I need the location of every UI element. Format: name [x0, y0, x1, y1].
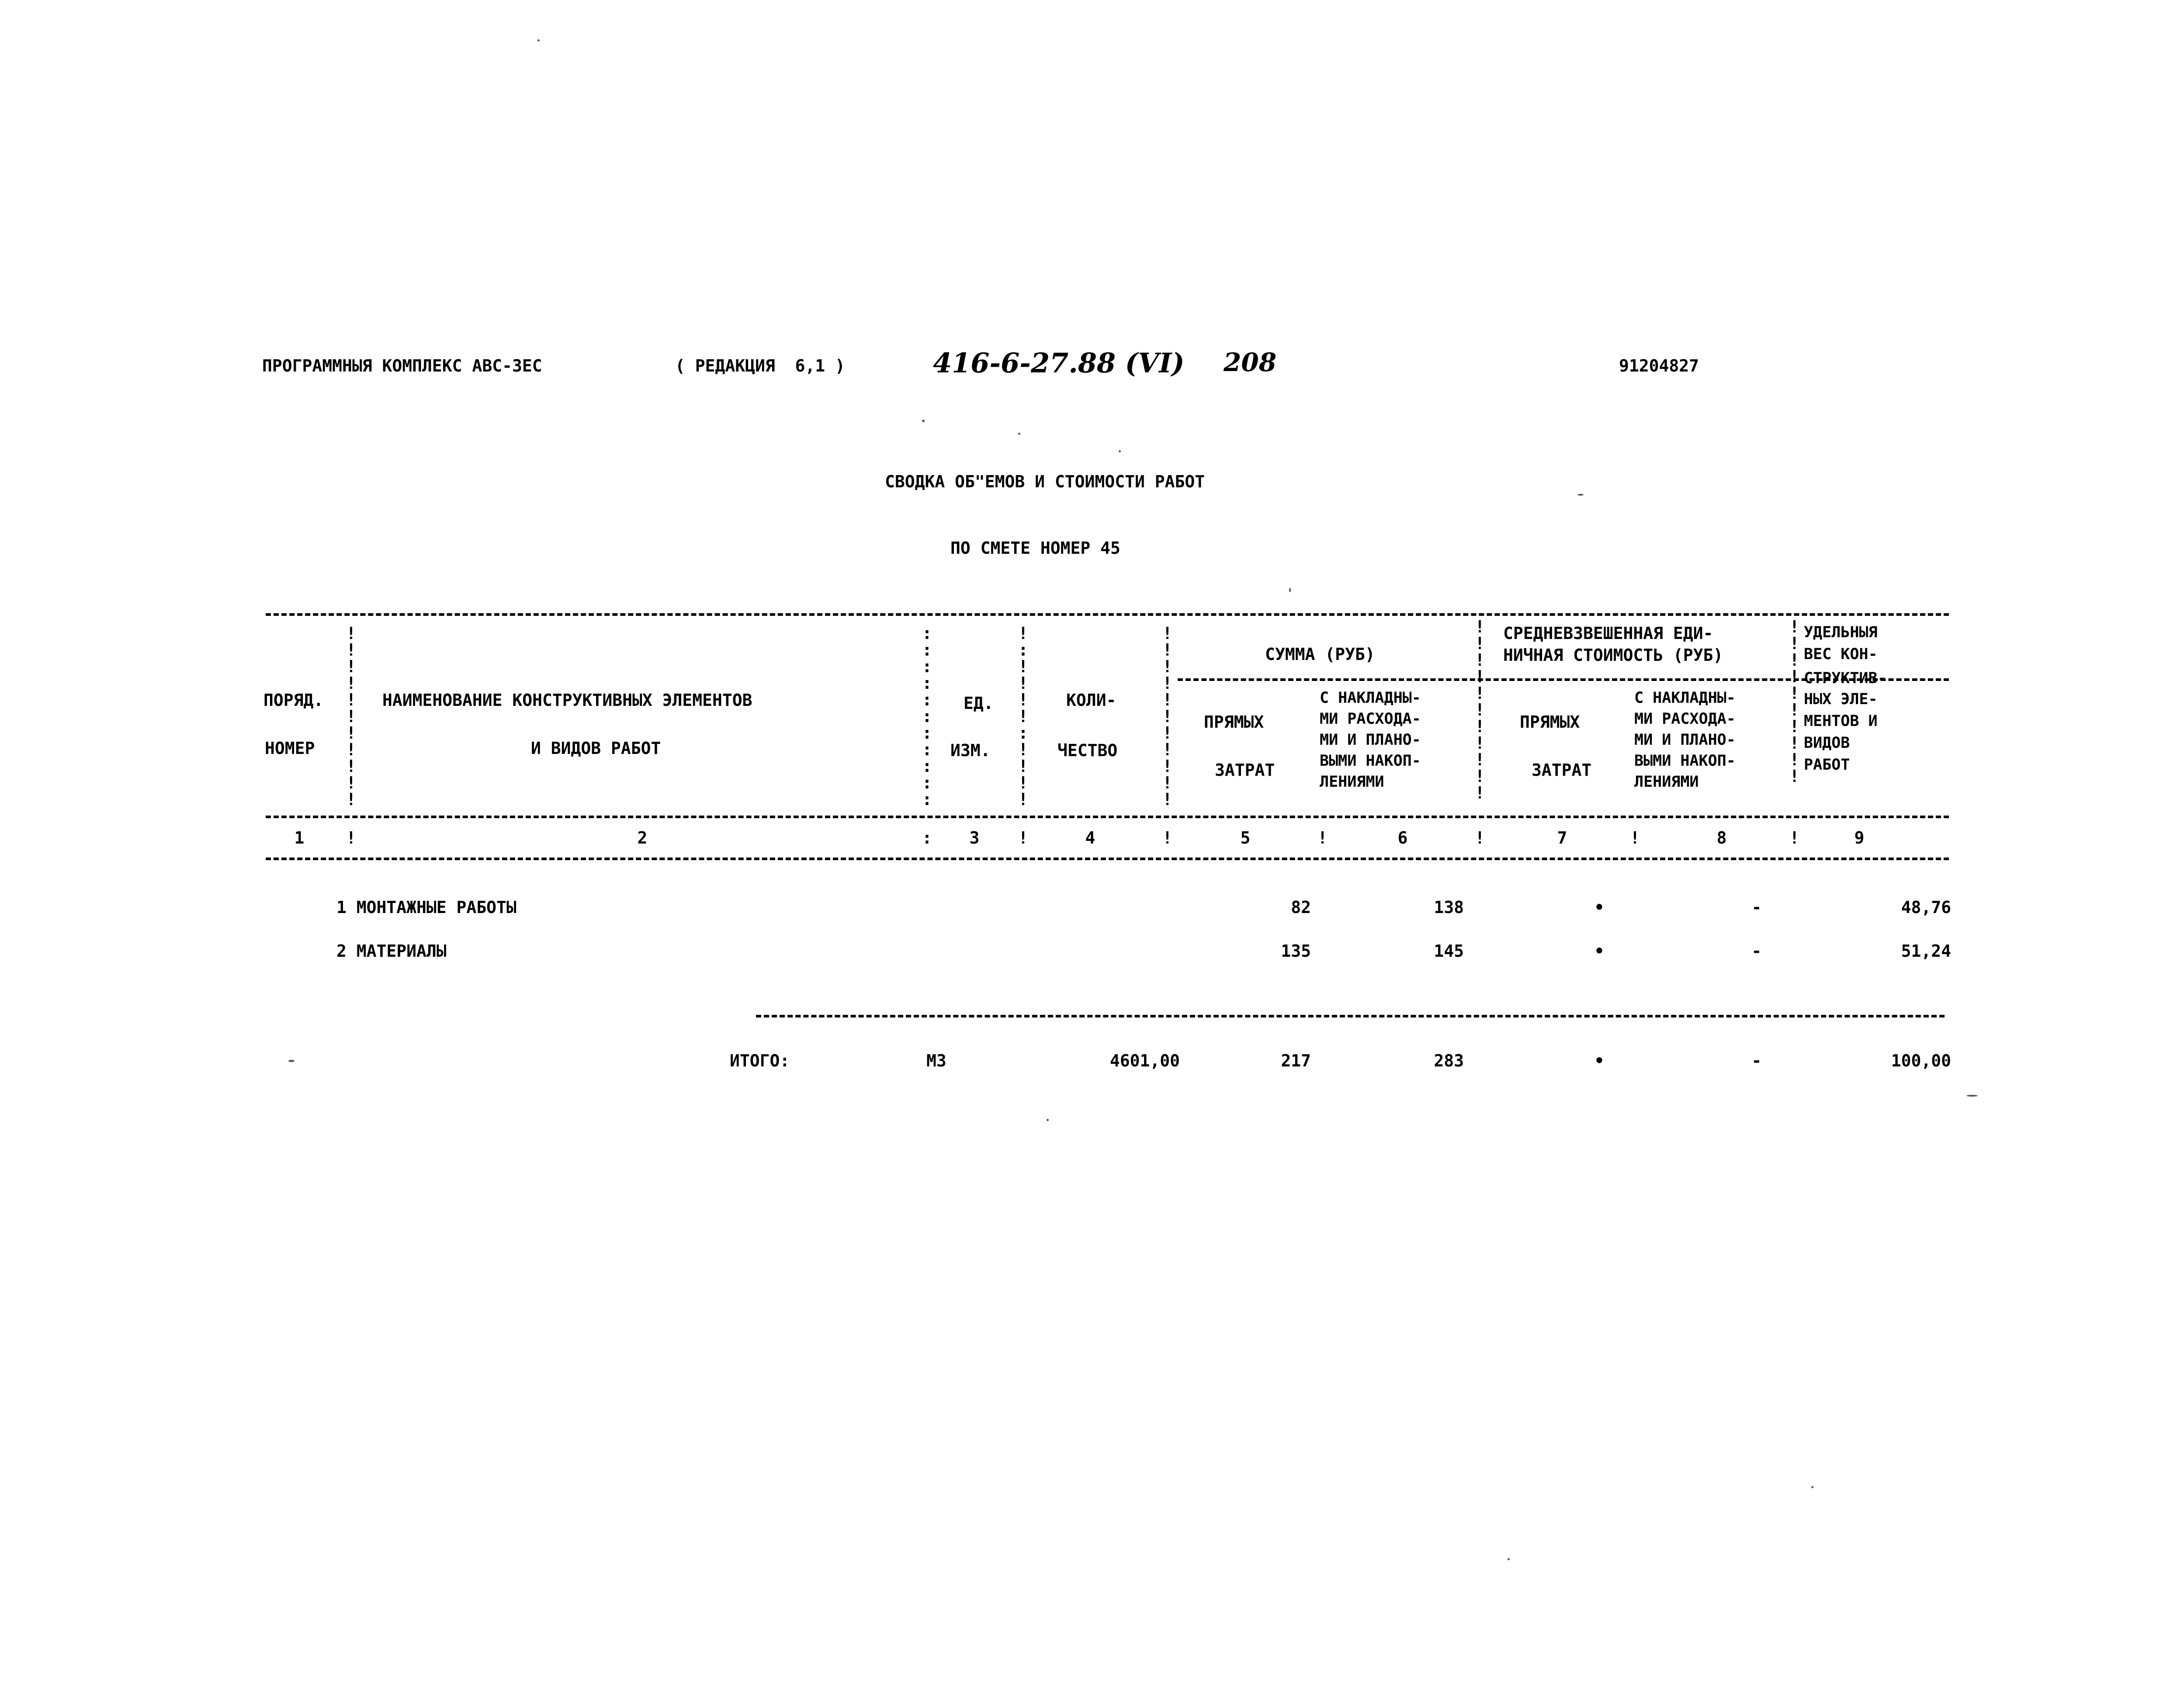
scan-speck [1289, 588, 1291, 592]
header-overhead-2: МИ РАСХОДА- [1320, 710, 1421, 728]
scan-speck [1811, 1486, 1813, 1488]
header-unit-2: ИЗМ. [950, 741, 991, 760]
header-share-7: РАБОТ [1804, 756, 1850, 774]
column-number-6: 6 [1397, 828, 1408, 847]
column-number-1: 1 [294, 828, 305, 847]
total-label: ИТОГО: [730, 1051, 790, 1070]
header-order-1: ПОРЯД. [263, 691, 324, 710]
row-overhead: 145 [1434, 941, 1464, 961]
header-share-4: НЫХ ЭЛЕ- [1804, 691, 1878, 708]
row-avg-overhead: - [1751, 898, 1762, 917]
header-share-1: УДЕЛЬНЫЯ [1804, 624, 1878, 641]
total-rule [756, 1015, 1945, 1017]
row-overhead: 138 [1434, 898, 1464, 917]
header-divider: ! ! ! ! ! ! ! ! ! ! ! [346, 624, 356, 809]
column-number-2: 2 [637, 828, 648, 847]
scan-speck [288, 1060, 295, 1062]
column-number-divider: ! [346, 828, 356, 847]
row-name: 2 МАТЕРИАЛЫ [336, 941, 447, 961]
header-avg-overhead-3: МИ И ПЛАНО- [1634, 731, 1736, 749]
row-name: 1 МОНТАЖНЫЕ РАБОТЫ [336, 898, 517, 917]
column-number-divider: ! [1789, 828, 1799, 847]
column-number-4: 4 [1085, 828, 1095, 847]
scan-speck [1966, 1095, 1978, 1097]
total-avg-overhead: - [1751, 1051, 1762, 1070]
header-name-2: И ВИДОВ РАБОТ [531, 739, 661, 758]
total-overhead: 283 [1434, 1051, 1464, 1070]
total-avg-direct: • [1594, 1051, 1605, 1070]
row-avg-direct: • [1594, 941, 1605, 961]
header-divider: ! ! ! ! ! ! ! ! ! ! ! [1475, 617, 1485, 802]
scan-speck [1577, 494, 1584, 496]
header-qty-2: ЧЕСТВО [1057, 741, 1118, 760]
column-number-divider: ! [1630, 828, 1640, 847]
header-avg-overhead-2: МИ РАСХОДА- [1634, 710, 1736, 728]
column-number-divider: ! [1475, 828, 1485, 847]
column-numbers-rule [266, 858, 1949, 860]
row-avg-overhead: - [1751, 941, 1762, 961]
scan-speck [1508, 1558, 1510, 1560]
header-avg-group-2: НИЧНАЯ СТОИМОСТЬ (РУБ) [1503, 646, 1723, 665]
scan-speck [922, 420, 925, 422]
total-unit: М3 [926, 1051, 946, 1070]
header-divider: ! ! ! ! ! ! ! ! ! ! ! [1162, 624, 1172, 809]
header-overhead-3: МИ И ПЛАНО- [1320, 731, 1421, 749]
header-avg-overhead-4: ВЫМИ НАКОП- [1634, 752, 1736, 770]
column-number-divider: ! [1162, 828, 1172, 847]
column-number-divider: : [922, 828, 932, 847]
header-divider: ! ! ! ! ! ! ! ! ! ! [1789, 617, 1799, 786]
scan-speck [1018, 433, 1020, 435]
header-share-3: СТРУКТИВ- [1804, 670, 1887, 687]
total-quantity: 4601,00 [1109, 1051, 1180, 1070]
row-direct: 82 [1291, 898, 1311, 917]
header-order-2: НОМЕР [265, 739, 315, 758]
column-number-divider: ! [1317, 828, 1328, 847]
header-share-6: ВИДОВ [1804, 734, 1850, 752]
report-title: СВОДКА ОБ"ЕМОВ И СТОИМОСТИ РАБОТ [885, 472, 1205, 491]
header-divider: : : : : : : : : : : : [922, 624, 932, 809]
row-share: 51,24 [1901, 941, 1951, 961]
program-name: ПРОГРАММНЫЯ КОМПЛЕКС АВС-3ЕС [262, 356, 542, 375]
total-direct: 217 [1281, 1051, 1311, 1070]
header-name-1: НАИМЕНОВАНИЕ КОНСТРУКТИВНЫХ ЭЛЕМЕНТОВ [382, 691, 752, 710]
scan-speck [1047, 1119, 1049, 1121]
page-number: 208 [1224, 347, 1277, 377]
scan-speck [537, 39, 540, 42]
header-qty-1: КОЛИ- [1066, 691, 1116, 710]
header-direct-2: ЗАТРАТ [1215, 760, 1275, 780]
column-number-5: 5 [1240, 828, 1251, 847]
row-direct: 135 [1281, 941, 1311, 961]
row-share: 48,76 [1901, 898, 1951, 917]
scan-speck [1119, 450, 1121, 452]
header-avg-overhead-5: ЛЕНИЯМИ [1634, 773, 1699, 791]
header-avg-group-1: СРЕДНЕВЗВЕШЕННАЯ ЕДИ- [1503, 624, 1713, 643]
document-code: 416-6-27.88 (VI) [933, 347, 1185, 379]
header-unit-1: ЕД. [964, 694, 994, 713]
document-id: 91204827 [1619, 356, 1699, 375]
header-share-2: ВЕС КОН- [1804, 646, 1878, 663]
header-avg-direct-1: ПРЯМЫХ [1520, 712, 1580, 732]
header-direct-1: ПРЯМЫХ [1204, 712, 1264, 732]
program-edition: ( РЕДАКЦИЯ 6,1 ) [675, 356, 845, 375]
column-number-3: 3 [969, 828, 980, 847]
header-divider: ! : ! ! ! ! : ! ! ! ! [1018, 624, 1028, 809]
table-top-rule [266, 613, 1949, 616]
header-overhead-4: ВЫМИ НАКОП- [1320, 752, 1421, 770]
column-number-8: 8 [1716, 828, 1727, 847]
total-share: 100,00 [1891, 1051, 1951, 1070]
column-number-9: 9 [1854, 828, 1865, 847]
header-overhead-1: С НАКЛАДНЫ- [1320, 689, 1421, 707]
header-sum-group: СУММА (РУБ) [1265, 645, 1375, 664]
header-overhead-5: ЛЕНИЯМИ [1320, 773, 1384, 791]
header-share-5: МЕНТОВ И [1804, 712, 1878, 730]
column-number-divider: ! [1018, 828, 1028, 847]
column-number-7: 7 [1557, 828, 1567, 847]
header-bottom-rule [266, 816, 1949, 818]
row-avg-direct: • [1594, 898, 1605, 917]
header-avg-overhead-1: С НАКЛАДНЫ- [1634, 689, 1736, 707]
report-subtitle: ПО СМЕТЕ НОМЕР 45 [950, 538, 1120, 558]
header-avg-direct-2: ЗАТРАТ [1532, 760, 1592, 780]
